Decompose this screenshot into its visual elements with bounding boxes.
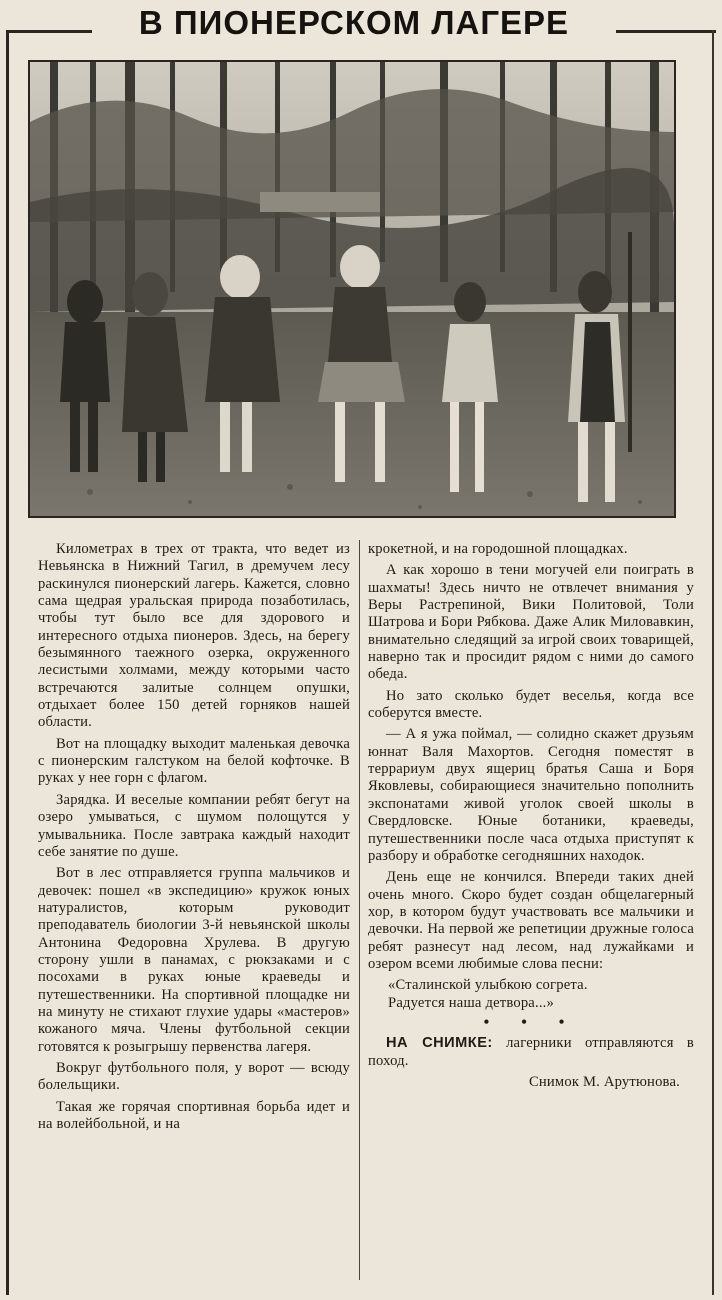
frame-border-top-left [6, 30, 92, 33]
song-quote [388, 977, 694, 1012]
frame-border-top-right [616, 30, 716, 33]
paragraph: Вокруг футбольного поля, у ворот — всюду болельщики. [38, 1059, 350, 1094]
paragraph: Вот на площадку выходит маленькая девочка с пионерским галстуком на белой кофточке. В руках у нее горн с флагом. [38, 735, 350, 787]
frame-border-right [712, 30, 714, 1295]
paragraph: — А я ужа поймал, — солидно скажет друзьям юннат Валя Махортов. Сегодня поместят в террариум двух ящериц братья Саша и Боря Яковлевы, собирающиеся значительно пополнить экспонатами живой уголок своей школы в Свердловске. Юные ботаники, краеведы, путешественники после часа отдыха приступят к разбору и обработке сегодняшних находок. [368, 726, 694, 864]
song-line: «Сталинской улыбкою согрета. [388, 977, 588, 994]
article-column-right [368, 541, 694, 1291]
paragraph: Зарядка. И веселые компании ребят бегут на озеро умываться, с шумом полощутся у умывальника. После завтрака каждый находит себе занятие по душе. [38, 791, 350, 860]
paragraph: День еще не кончился. Впереди таких дней очень много. Скоро будет создан общелагерный хор, в котором будут участвовать все мальчики и девочки. На первой же репетиции дружные голоса ребят разнесут над лесом, над лужайками и озером всеми любимые слова песни: [368, 869, 694, 972]
paragraph: Вот в лес отправляется группа мальчиков и девочек: пошел «в экспедицию» кружок юных натуралистов, которым руководит преподаватель биологии 3-й невьянской школы Антонина Федоровна Хрулева. В другую сторону ушли в панамах, с рюкзаками и с посохами в руках юные краеведы и путешественники. На спортивной площадке ни на минуту не стихают глухие удары «мастеров» кожаного мяча. Члены футбольной секции готовятся к розыгрышу первенства лагеря. [38, 865, 350, 1055]
photo-caption [368, 1035, 694, 1070]
paragraph: Такая же горячая спортивная борьба идет и на волейбольной, и на [38, 1098, 350, 1132]
paragraph: А как хорошо в тени могучей ели поиграть в шахматы! Здесь ничто не отвлечет внимания у Веры Растрепиной, Вики Политовой, Толи Шатрова и Бори Рябкова. Даже Алик Миловавкин, внимательно следящий за игрой своих товарищей, наверно так и просидит рядом с ними до самого обеда. [368, 562, 694, 683]
column-divider [359, 540, 360, 1280]
song-line: Радуется наша детвора...» [388, 994, 555, 1011]
section-separator: • • • [483, 1013, 579, 1031]
caption-label: НА СНИМКЕ: [386, 1035, 493, 1052]
paragraph: Но зато сколько будет веселья, когда все соберутся вместе. [368, 687, 694, 722]
photo-credit: Снимок М. Арутюнова. [528, 1073, 680, 1090]
paragraph: Километрах в трех от тракта, что ведет из Невьянска в Нижний Тагил, в дремучем лесу раскинулся пионерский лагерь. Кажется, словно сама щедрая уральская природа позаботилась, чтобы тут было все для здорового и интересного отдыха пионеров. Здесь, на берегу безымянного таежного озерка, окруженного лесистыми холмами, между которыми часто встречаются залитые солнцем опушки, отдыхает более 150 детей горняков нашей области. [38, 541, 350, 731]
article-column-left [38, 541, 350, 1291]
article-headline: В ПИОНЕРСКОМ ЛАГЕРЕ [138, 4, 570, 41]
frame-border-left [6, 30, 9, 1295]
caption-text: лагерники отправляются в поход. [368, 1035, 694, 1069]
article-photo [28, 60, 676, 518]
photo-pioneers-hiking [30, 62, 674, 516]
paragraph-continued: крокетной, и на городошной площадках. [368, 541, 628, 557]
